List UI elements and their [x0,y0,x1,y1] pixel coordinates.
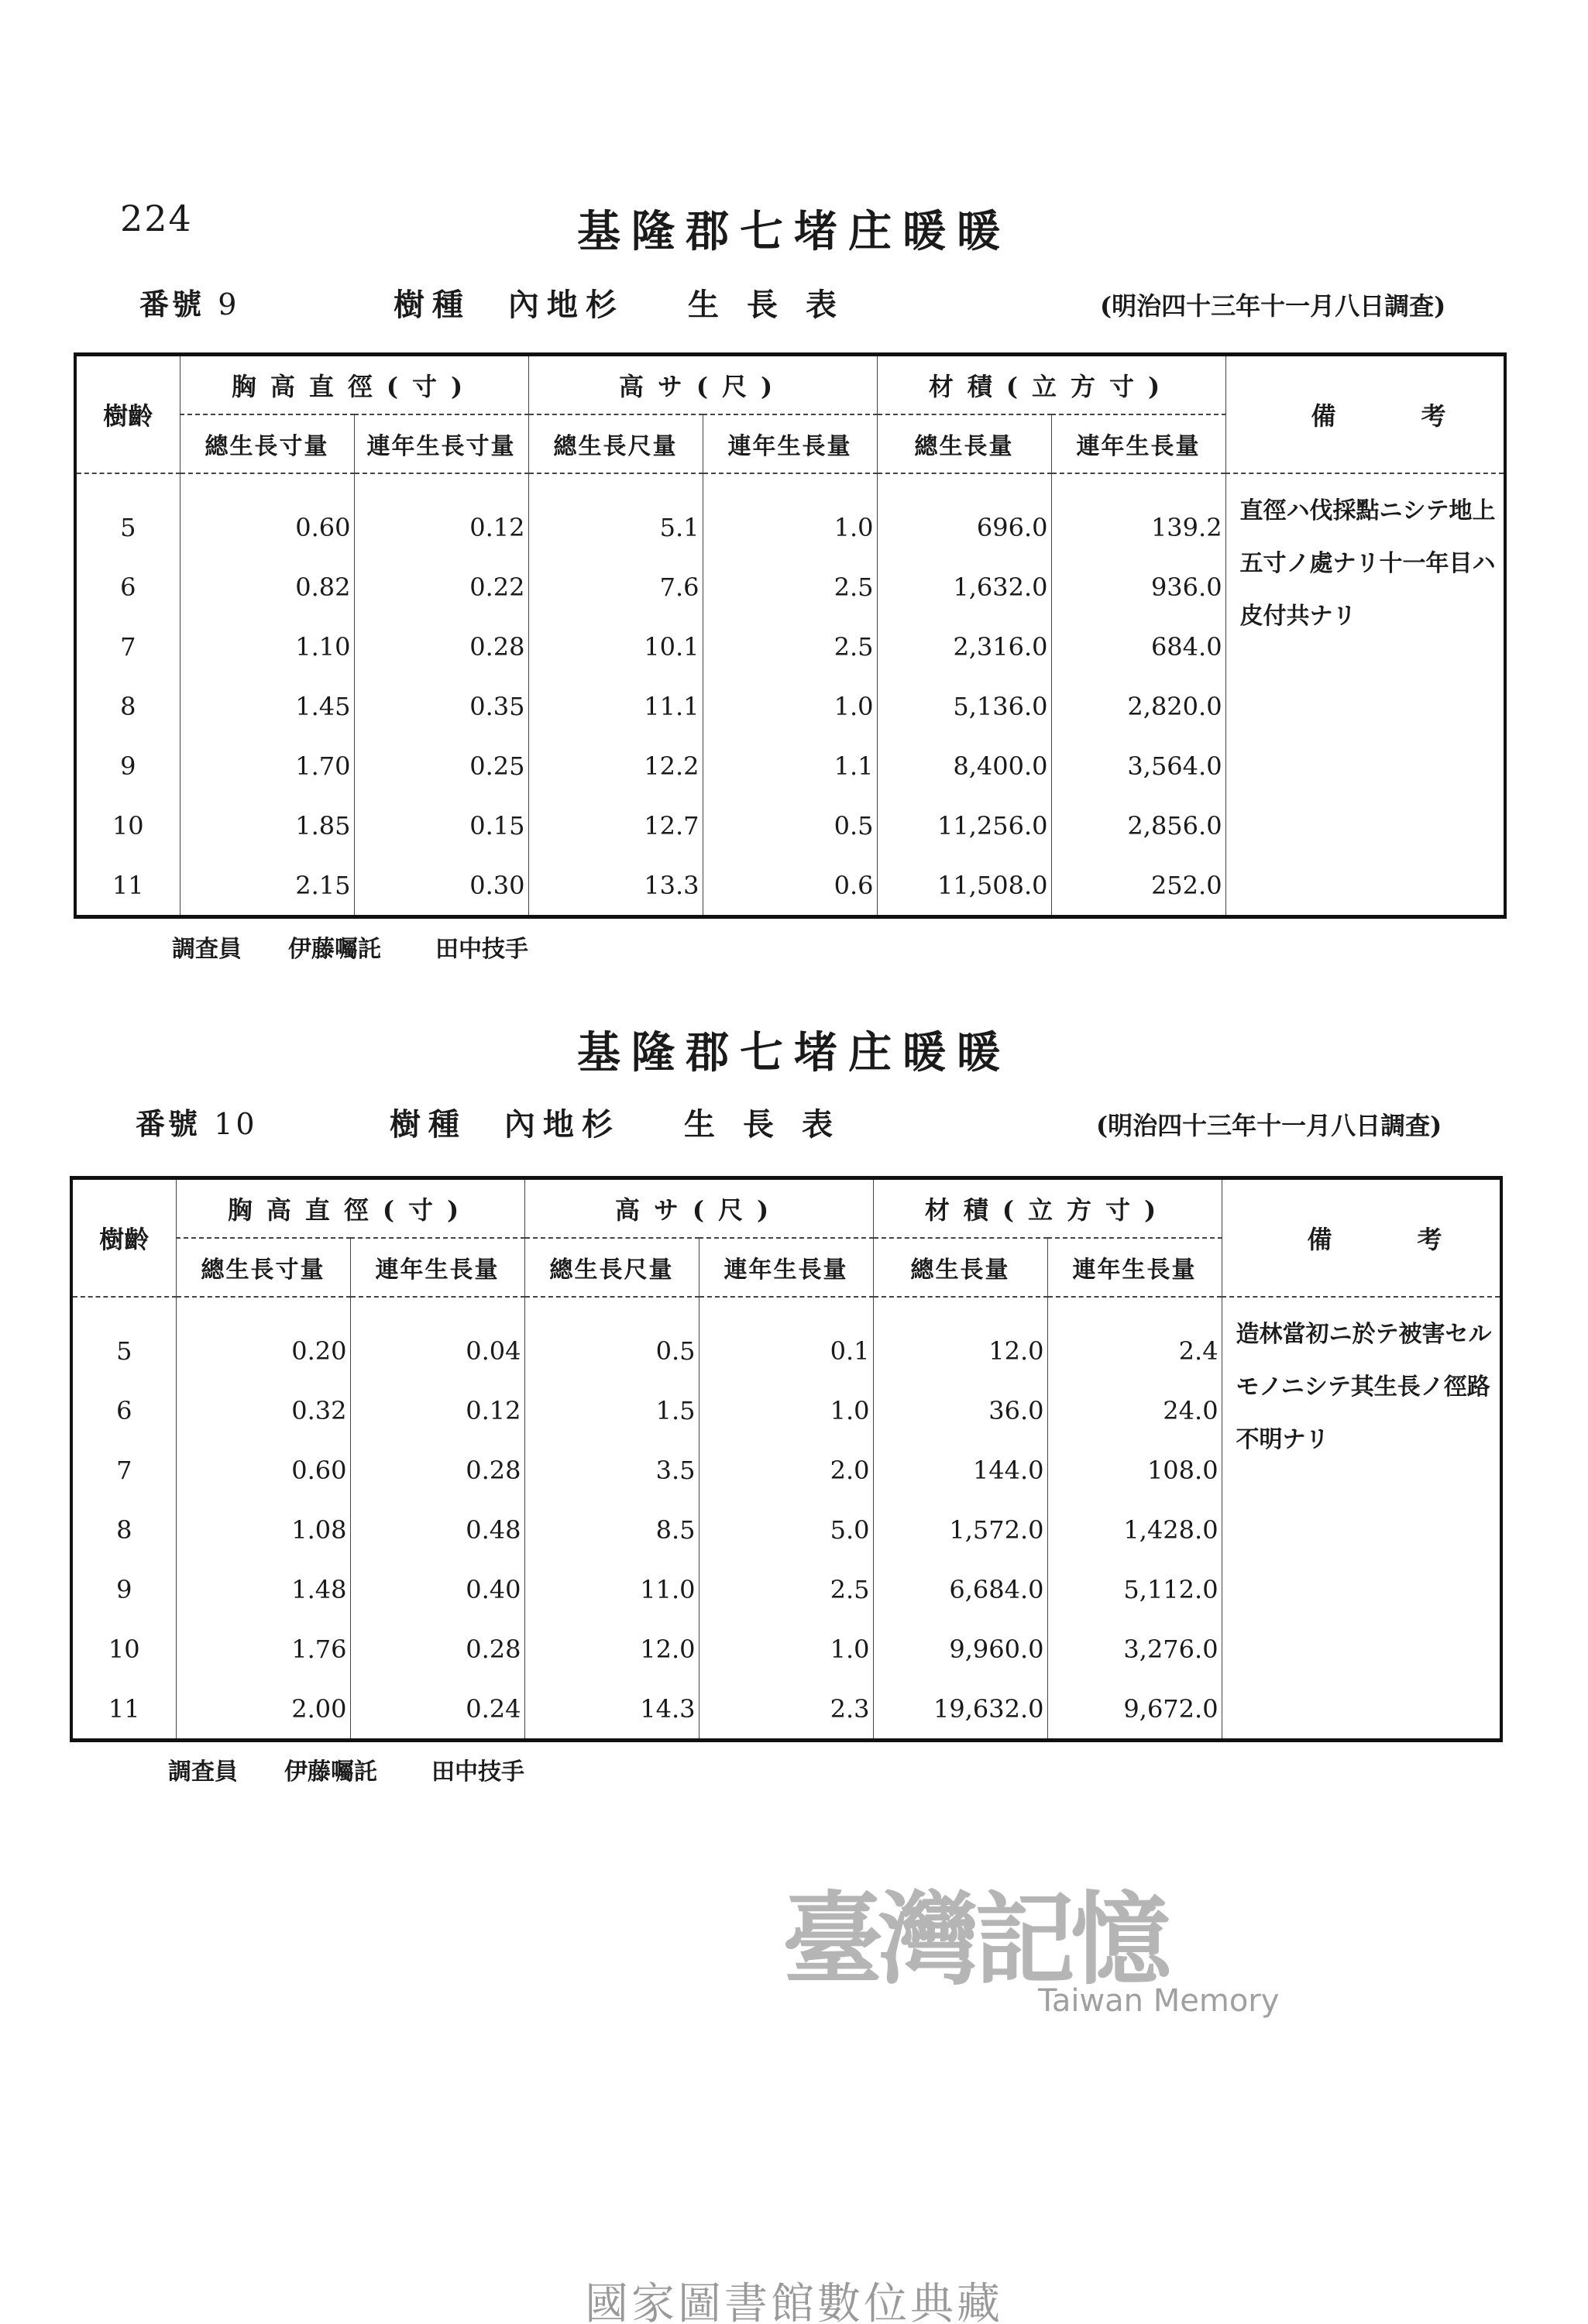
value-cell: 3,564.0 [1051,736,1225,796]
section-title-2: 基隆郡七堵庄暖暖 [577,1027,1011,1078]
value-cell: 11.0 [524,1559,699,1619]
value-cell: 10.1 [528,617,703,676]
age-cell: 7 [120,631,136,662]
age-cell: 7 [116,1455,132,1485]
value-cell: 12.0 [524,1619,699,1679]
section-title-1: 基隆郡七堵庄暖暖 [577,206,1011,257]
value-cell: 9,672.0 [1047,1679,1222,1741]
value-cell: 13.3 [528,855,703,917]
age-cell: 9 [116,1574,132,1604]
value-cell: 12.2 [528,736,703,796]
subheader: 連年生長量 [699,1238,873,1297]
table-title: 生長表 [684,1106,861,1143]
value-cell: 1.10 [180,617,354,676]
value-cell: 14.3 [524,1679,699,1741]
value-cell: 696.0 [877,497,1051,557]
species-value: 內地杉 [504,1106,620,1143]
remarks-text: 直徑ハ伐採點ニシテ地上五寸ノ處ナリ十一年目ハ皮付共ナリ [1225,473,1505,917]
header-age: 樹齡 [75,355,180,474]
header-age: 樹齡 [71,1178,176,1298]
value-cell: 5,136.0 [877,676,1051,736]
value-cell: 0.5 [703,796,877,855]
header-height: 高サ(尺) [528,355,877,415]
surveyor-2: 田中技手 [431,1758,524,1786]
subheader: 總生長寸量 [176,1238,350,1297]
value-cell: 0.04 [350,1321,524,1380]
growth-table [70,1176,1528,1742]
value-cell: 2.5 [699,1559,873,1619]
table-title: 生長表 [688,287,864,323]
value-cell: 2.00 [176,1679,350,1741]
value-cell: 24.0 [1047,1380,1222,1440]
value-cell: 2,820.0 [1051,676,1225,736]
value-cell: 6,684.0 [873,1559,1047,1619]
watermark-logo: 臺灣記憶 [782,1880,1167,1999]
watermark-subtext: Taiwan Memory [1038,1983,1280,2019]
header-remarks: 備考 [1225,355,1505,474]
header-volume: 材積(立方寸) [873,1178,1222,1239]
value-cell: 2.4 [1047,1321,1222,1380]
surveyor-1: 伊藤囑託 [288,936,381,963]
species [390,1100,620,1144]
value-cell: 2.5 [703,617,877,676]
subheader: 連年生長量 [350,1238,524,1297]
age-cell: 8 [120,691,136,721]
age-cell: 11 [112,870,144,900]
number-label [139,280,239,323]
age-cell: 6 [116,1395,132,1425]
age-cell: 11 [108,1693,140,1724]
value-cell: 252.0 [1051,855,1225,917]
number-label-text: 番號 [139,287,205,321]
surveyor-1: 伊藤囑託 [284,1758,377,1786]
value-cell: 0.12 [354,497,528,557]
value-cell: 2.3 [699,1679,873,1741]
value-cell: 1.48 [176,1559,350,1619]
value-cell: 5,112.0 [1047,1559,1222,1619]
surveyors [172,930,528,964]
number-label [136,1100,258,1143]
value-cell: 1.0 [699,1619,873,1679]
value-cell: 2,856.0 [1051,796,1225,855]
value-cell: 0.30 [354,855,528,917]
value-cell: 5.1 [528,497,703,557]
value-cell: 8,400.0 [877,736,1051,796]
value-cell: 1.76 [176,1619,350,1679]
value-cell: 0.22 [354,557,528,617]
value-cell: 0.60 [176,1440,350,1500]
value-cell: 12.0 [873,1321,1047,1380]
value-cell: 2,316.0 [877,617,1051,676]
subheader: 連年生長量 [1047,1238,1222,1297]
bottom-credit: 國家圖書館數位典藏 [585,2279,1003,2324]
value-cell: 1.1 [703,736,877,796]
growth-table [74,352,1531,919]
value-cell: 0.5 [524,1321,699,1380]
value-cell: 1.5 [524,1380,699,1440]
value-cell: 2.0 [699,1440,873,1500]
species-label: 樹種 [390,1106,467,1143]
subheader: 總生長量 [873,1238,1047,1297]
value-cell: 19,632.0 [873,1679,1047,1741]
value-cell: 0.20 [176,1321,350,1380]
value-cell: 0.60 [180,497,354,557]
age-cell: 8 [116,1514,132,1545]
age-cell: 6 [120,572,136,602]
value-cell: 1.0 [703,497,877,557]
age-cell: 5 [120,512,136,542]
value-cell: 0.24 [350,1679,524,1741]
value-cell: 11,508.0 [877,855,1051,917]
surveyors [168,1752,524,1786]
value-cell: 0.35 [354,676,528,736]
value-cell: 3,276.0 [1047,1619,1222,1679]
header-volume: 材積(立方寸) [877,355,1225,415]
surveyor-label: 調査員 [168,1758,238,1786]
surveyor-label: 調査員 [172,936,242,963]
value-cell: 0.28 [350,1619,524,1679]
value-cell: 11,256.0 [877,796,1051,855]
age-cell: 10 [108,1634,140,1664]
survey-date: (明治四十三年十一月八日調査) [1100,291,1446,321]
subheader: 連年生長寸量 [354,414,528,473]
value-cell: 36.0 [873,1380,1047,1440]
subheader: 總生長寸量 [180,414,354,473]
page-number: 224 [120,198,193,239]
value-cell: 2.15 [180,855,354,917]
value-cell: 139.2 [1051,497,1225,557]
value-cell: 0.15 [354,796,528,855]
subheader: 連年生長量 [1051,414,1225,473]
value-cell: 1,632.0 [877,557,1051,617]
value-cell: 0.32 [176,1380,350,1440]
value-cell: 936.0 [1051,557,1225,617]
remarks-text: 造林當初ニ於テ被害セルモノニシテ其生長ノ徑路不明ナリ [1222,1297,1501,1741]
value-cell: 1.0 [703,676,877,736]
value-cell: 5.0 [699,1500,873,1559]
value-cell: 684.0 [1051,617,1225,676]
value-cell: 1.85 [180,796,354,855]
value-cell: 0.6 [703,855,877,917]
species-label: 樹種 [394,287,471,323]
value-cell: 9,960.0 [873,1619,1047,1679]
header-diameter: 胸高直徑(寸) [176,1178,524,1239]
value-cell: 0.12 [350,1380,524,1440]
value-cell: 1.0 [699,1380,873,1440]
value-cell: 108.0 [1047,1440,1222,1500]
age-cell: 5 [116,1336,132,1366]
number-label-text: 番號 [136,1106,201,1141]
value-cell: 1.08 [176,1500,350,1559]
species [394,280,624,325]
header-diameter: 胸高直徑(寸) [180,355,528,415]
age-cell: 9 [120,751,136,781]
value-cell: 7.6 [528,557,703,617]
value-cell: 11.1 [528,676,703,736]
value-cell: 1.70 [180,736,354,796]
subheader: 總生長尺量 [524,1238,699,1297]
subheader: 總生長尺量 [528,414,703,473]
species-value: 內地杉 [507,287,624,323]
value-cell: 1.45 [180,676,354,736]
value-cell: 1,572.0 [873,1500,1047,1559]
number-value: 9 [218,287,240,321]
value-cell: 8.5 [524,1500,699,1559]
value-cell: 144.0 [873,1440,1047,1500]
header-remarks: 備考 [1222,1178,1501,1298]
surveyor-2: 田中技手 [435,936,528,963]
value-cell: 0.25 [354,736,528,796]
value-cell: 3.5 [524,1440,699,1500]
value-cell: 12.7 [528,796,703,855]
value-cell: 0.40 [350,1559,524,1619]
subheader: 連年生長量 [703,414,877,473]
age-cell: 10 [112,810,144,841]
value-cell: 2.5 [703,557,877,617]
survey-date: (明治四十三年十一月八日調査) [1096,1111,1442,1140]
value-cell: 0.82 [180,557,354,617]
value-cell: 0.28 [350,1440,524,1500]
value-cell: 0.1 [699,1321,873,1380]
header-height: 高サ(尺) [524,1178,873,1239]
subheader: 總生長量 [877,414,1051,473]
value-cell: 0.48 [350,1500,524,1559]
number-value: 10 [214,1107,258,1141]
value-cell: 0.28 [354,617,528,676]
value-cell: 1,428.0 [1047,1500,1222,1559]
